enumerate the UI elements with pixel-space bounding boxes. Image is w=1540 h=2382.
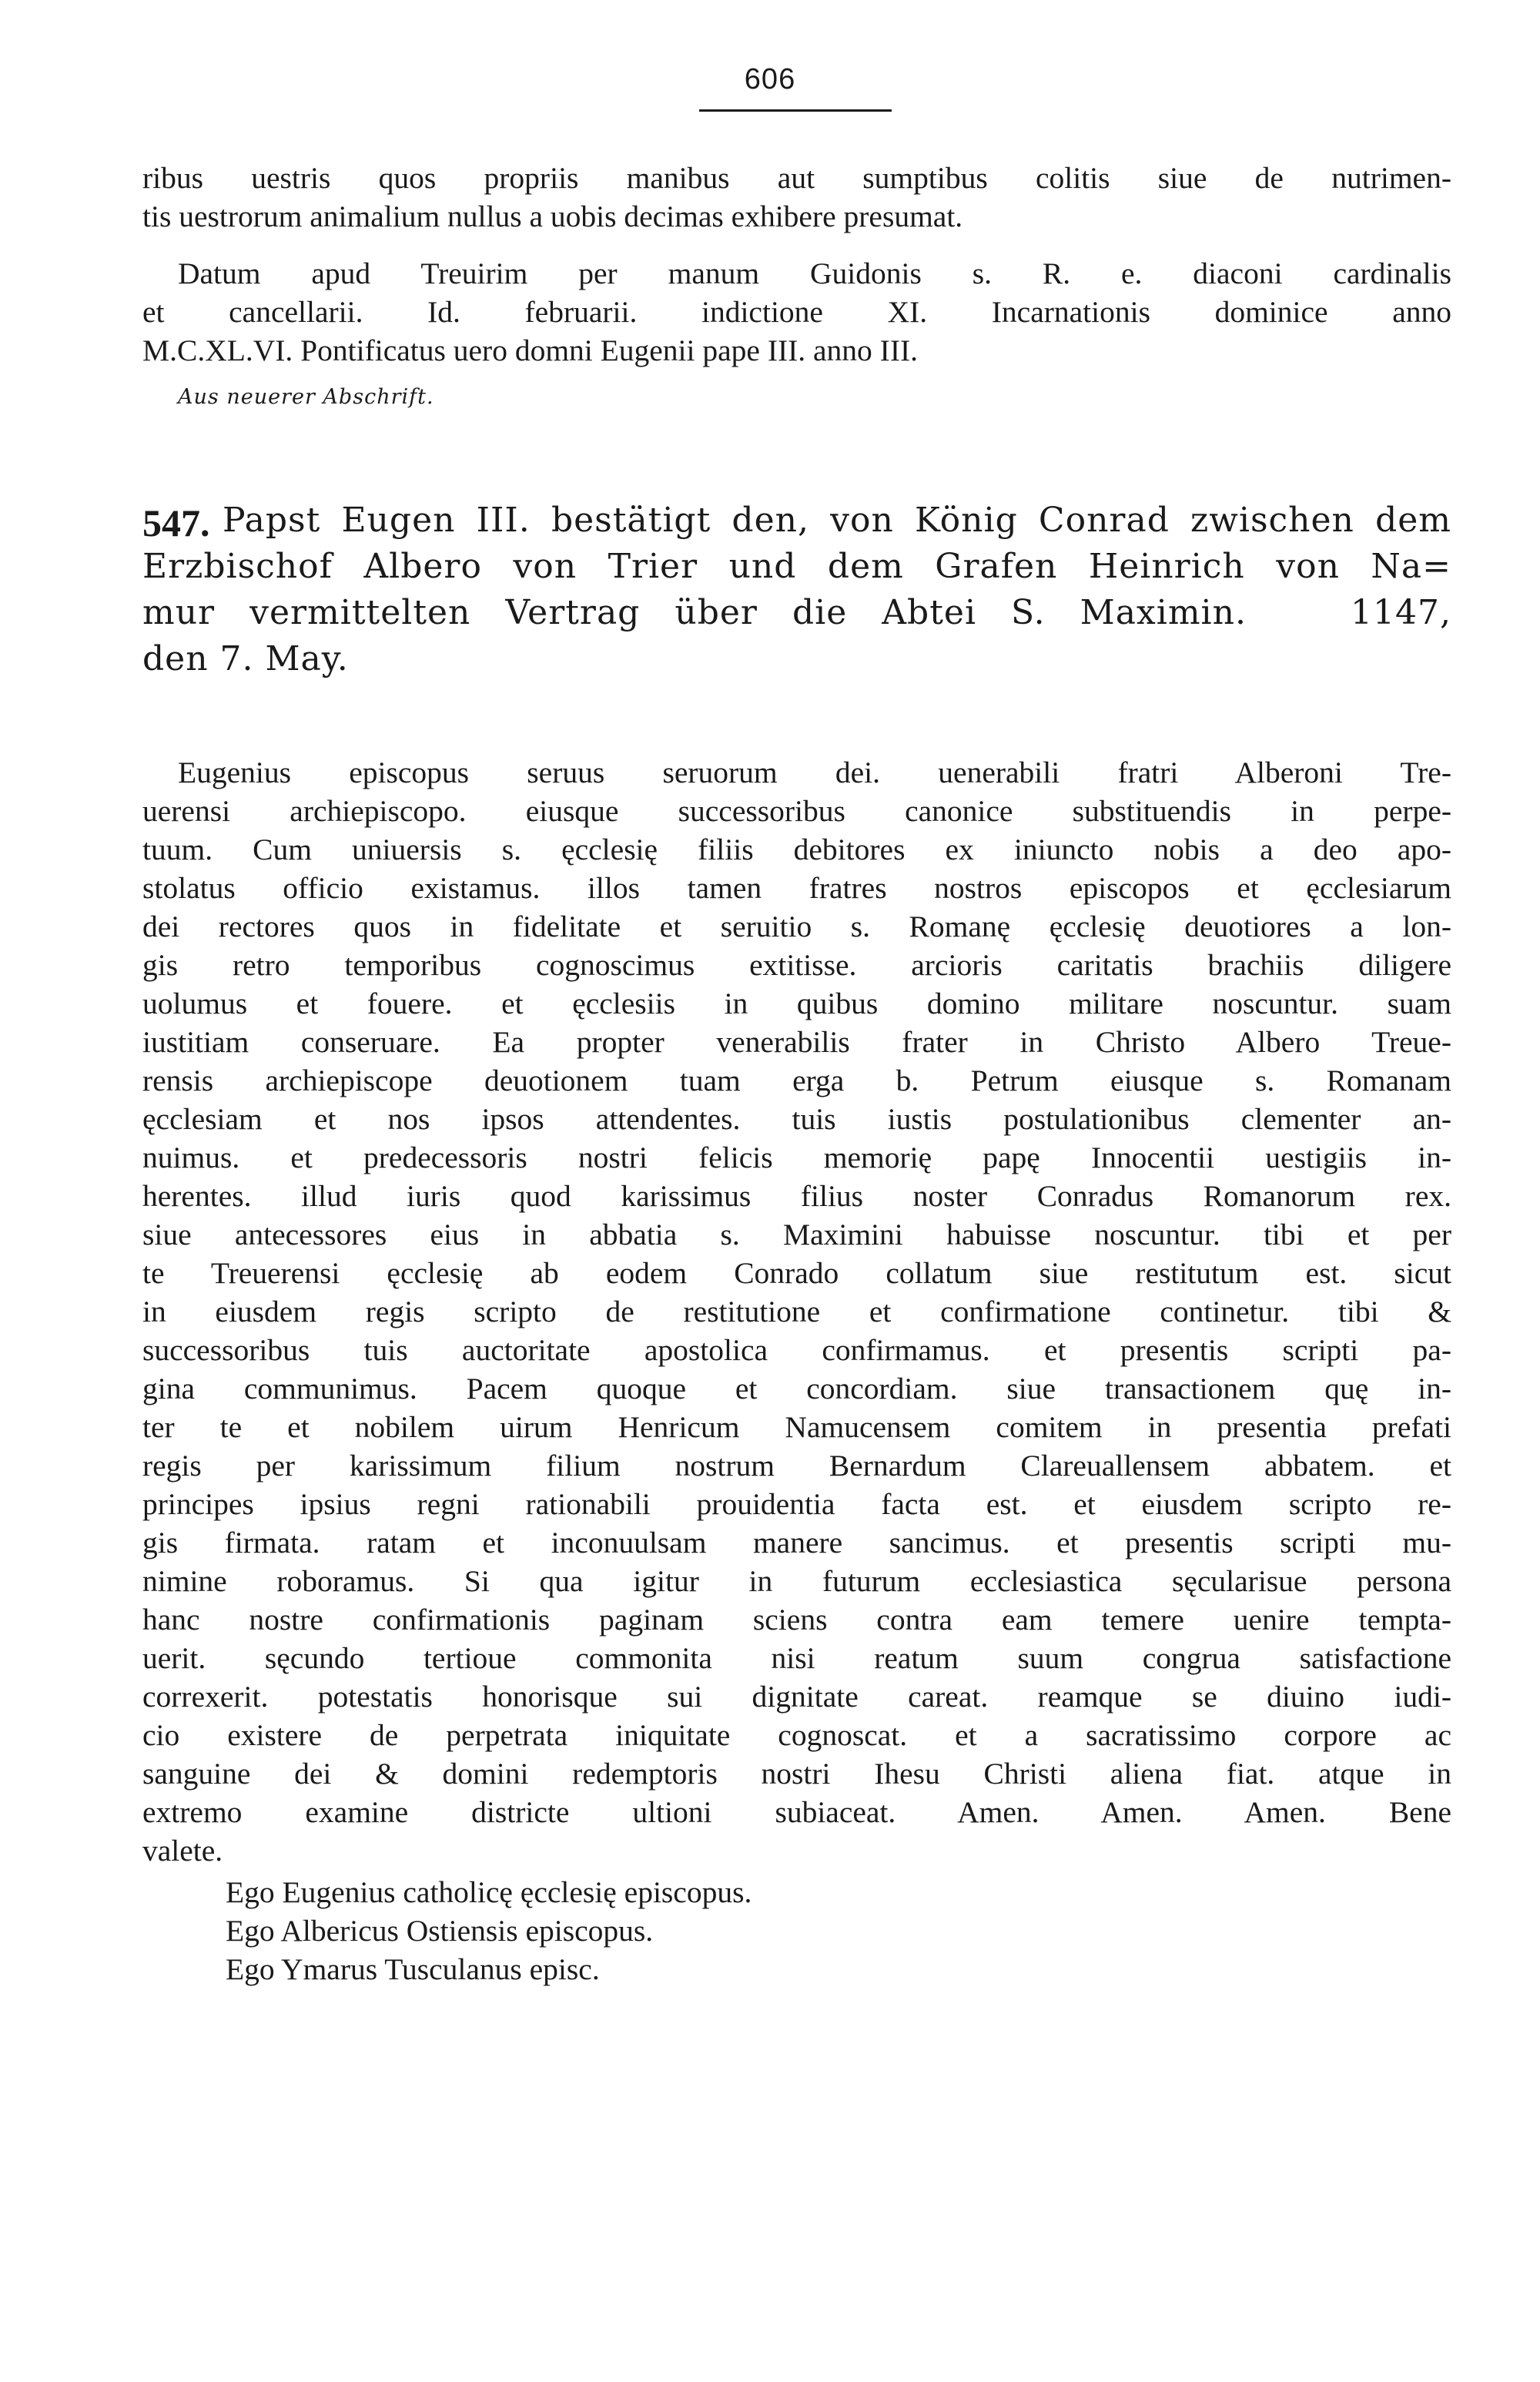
- text-line: ter te et nobilem uirum Henricum Namucensem comitem in presentia prefati: [142, 1410, 1451, 1444]
- text-line: successoribus tuis auctoritate apostolica confirmamus. et presentis scripti pa-: [142, 1333, 1451, 1367]
- signature-line: Ego Albericus Ostiensis episcopus.: [226, 1914, 654, 1948]
- signature-line: Ego Ymarus Tusculanus episc.: [226, 1952, 600, 1986]
- text-line: uerit. sęcundo tertioue commonita nisi reatum suum congrua satisfactione: [142, 1641, 1451, 1675]
- text-line: sanguine dei & domini redemptoris nostri Ihesu Christi aliena fiat. atque in: [142, 1757, 1451, 1791]
- text-line: uerensi archiepiscopo. eiusque successoribus canonice substituendis in perpe-: [142, 794, 1451, 828]
- text-line: uolumus et fouere. et ęcclesiis in quibus domino militare noscuntur. suam: [142, 987, 1451, 1020]
- text-line: tuum. Cum uniuersis s. ęcclesię filiis debitores ex iniuncto nobis a deo apo-: [142, 833, 1451, 866]
- text-line: gina communimus. Pacem quoque et concordiam. siue transactionem quę in-: [142, 1372, 1451, 1405]
- text-line: Datum apud Treuirim per manum Guidonis s. R. e. diaconi cardinalis: [178, 256, 1451, 290]
- signature-line: Ego Eugenius catholicę ęcclesię episcopus.: [226, 1875, 752, 1909]
- text-line: gis firmata. ratam et inconuulsam manere sancimus. et presentis scripti mu-: [142, 1526, 1451, 1560]
- text-line: regis per karissimum filium nostrum Bernardum Clareuallensem abbatem. et: [142, 1449, 1451, 1482]
- text-line: in eiusdem regis scripto de restitutione et confirmatione continetur. tibi &: [142, 1295, 1451, 1328]
- text-line: nuimus. et predecessoris nostri felicis memorię papę Innocentii uestigiis in-: [142, 1141, 1451, 1174]
- source-note: Aus neuerer Abschrift.: [178, 385, 434, 409]
- header-rule: [699, 109, 892, 112]
- title-line: Erzbischof Albero von Trier und dem Grafen Heinrich von Na=: [142, 547, 1451, 586]
- text-line: iustitiam conseruare. Ea propter venerabilis frater in Christo Albero Treue-: [142, 1025, 1451, 1059]
- text-line: dei rectores quos in fidelitate et seruitio s. Romanę ęcclesię deuotiores a lon-: [142, 910, 1451, 943]
- text-line: rensis archiepiscope deuotionem tuam erga b. Petrum eiusque s. Romanam: [142, 1064, 1451, 1097]
- text-line: hanc nostre confirmationis paginam sciens contra eam temere uenire tempta-: [142, 1603, 1451, 1637]
- document-number: 547.: [142, 501, 210, 544]
- text-line: stolatus officio existamus. illos tamen fratres nostros episcopos et ęcclesiarum: [142, 871, 1451, 905]
- text-line: tis uestrorum animalium nullus a uobis decimas exhibere presumat.: [142, 199, 963, 233]
- text-line: te Treuerensi ęcclesię ab eodem Conrado collatum siue restitutum est. sicut: [142, 1256, 1451, 1290]
- text-line: valete.: [142, 1834, 223, 1868]
- text-line: cio existere de perpetrata iniquitate cognoscat. et a sacratissimo corpore ac: [142, 1718, 1451, 1752]
- text-line: Eugenius episcopus seruus seruorum dei. uenerabili fratri Alberoni Tre-: [178, 755, 1451, 789]
- text-line: ribus uestris quos propriis manibus aut sumptibus colitis siue de nutrimen-: [142, 161, 1451, 195]
- text-line: gis retro temporibus cognoscimus extitisse. arcioris caritatis brachiis diligere: [142, 948, 1451, 982]
- text-line: nimine roboramus. Si qua igitur in futurum ecclesiastica sęcularisue persona: [142, 1564, 1451, 1598]
- title-line: den 7. May.: [142, 639, 349, 678]
- page-number: 606: [744, 63, 796, 95]
- text-line: siue antecessores eius in abbatia s. Maximini habuisse noscuntur. tibi et per: [142, 1218, 1451, 1251]
- text-line: et cancellarii. Id. februarii. indictione XI. Incarnationis dominice anno: [142, 295, 1451, 329]
- text-line: extremo examine districte ultioni subiaceat. Amen. Amen. Amen. Bene: [142, 1795, 1451, 1829]
- text-line: ęcclesiam et nos ipsos attendentes. tuis iustis postulationibus clementer an-: [142, 1102, 1451, 1136]
- text-line: principes ipsius regni rationabili prouidentia facta est. et eiusdem scripto re-: [142, 1487, 1451, 1521]
- text-line: correxerit. potestatis honorisque sui dignitate careat. reamque se diuino iudi-: [142, 1680, 1451, 1714]
- text-line: herentes. illud iuris quod karissimus filius noster Conradus Romanorum rex.: [142, 1179, 1451, 1213]
- title-line: mur vermittelten Vertrag über die Abtei S. Maximin. 1147,: [142, 593, 1451, 632]
- title-line: Papst Eugen III. bestätigt den, von König Conrad zwischen dem: [223, 501, 1451, 540]
- text-line: M.C.XL.VI. Pontificatus uero domni Eugenii pape III. anno III.: [142, 333, 919, 367]
